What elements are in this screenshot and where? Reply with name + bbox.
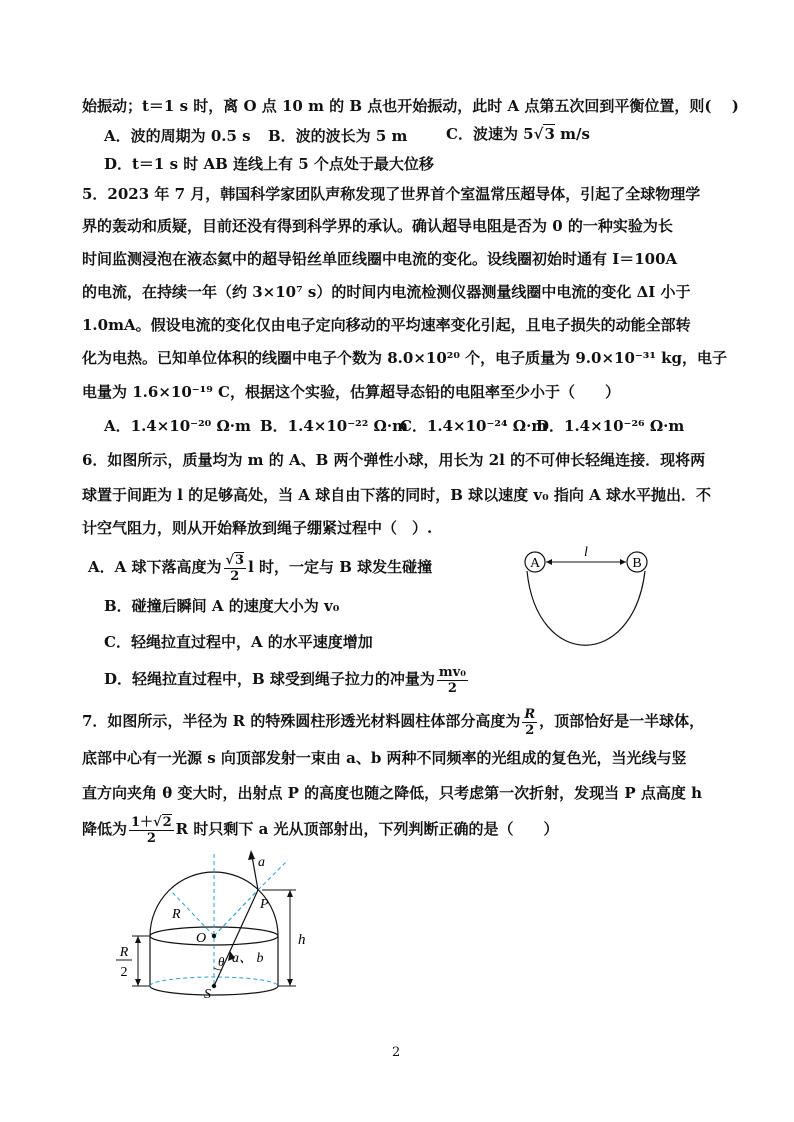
- q5-line-4: 的电流，在持续一年（约 3×10⁷ s）的时间内电流检测仪器测量线圈中电流的变化 ΔI 小于: [82, 283, 691, 301]
- q4-option-a: A．波的周期为 0.5 s: [104, 127, 251, 145]
- q7-line-2: 底部中心有一光源 s 向顶部发射一束由 a、b 两种不同频率的光组成的复色光，当光线与竖: [82, 749, 687, 767]
- rope-curve: [527, 571, 645, 645]
- q5-option-c: C．1.4×10⁻²⁴ Ω·m: [400, 417, 548, 435]
- page-number: 2: [392, 1045, 401, 1060]
- q4-option-c: C．波速为 5√3 m/s: [446, 125, 590, 143]
- label-s: S: [204, 987, 211, 1002]
- q7-figure: [112, 846, 322, 1006]
- source-s-dot: [212, 984, 216, 988]
- q5-line-2: 界的轰动和质疑，目前还没有得到科学界的承认。确认超导电阻是否为 0 的一种实验为长: [82, 217, 673, 235]
- q7-line-1: 7．如图所示，半径为 R 的特殊圆柱形透光材料圆柱体部分高度为 $\frac{R}{2}$ ，顶部恰好是一半球体，: [82, 706, 705, 738]
- label-ab: a、 b: [232, 951, 264, 966]
- q5-option-a: A．1.4×10⁻²⁰ Ω·m: [104, 417, 251, 435]
- q7-line-3: 直方向夹角 θ 变大时，出射点 P 的高度也随之降低，只考虑第一次折射，发现当 P 点高度 h: [82, 784, 703, 802]
- label-r2-den: 2: [120, 965, 128, 980]
- ball-b-label: B: [632, 556, 642, 571]
- q5-line-1: 5．2023 年 7 月，韩国科学家团队声称发现了世界首个室温常压超导体，引起了全球物理学: [82, 185, 701, 203]
- distance-label: l: [584, 545, 588, 560]
- q5-line-7: 电量为 1.6×10⁻¹⁹ C，根据这个实验，估算超导态铅的电阻率至少小于（ ）: [82, 383, 620, 401]
- q7-line-4: 降低为 $\frac{1+√2}{2}$ R 时只剩下 a 光从顶部射出，下列判断正确的是（ ）: [82, 814, 559, 846]
- light-ray: [214, 890, 258, 986]
- q4-stem: 始振动；t＝1 s 时，离 O 点 10 m 的 B 点也开始振动，此时 A 点第五次回到平衡位置，则( ): [82, 97, 739, 115]
- q6-option-c: C．轻绳拉直过程中，A 的水平速度增加: [104, 633, 373, 651]
- q6-figure: [515, 545, 665, 655]
- q6-option-d: D．轻绳拉直过程中，B 球受到绳子拉力的冲量为 $\frac{\text{mv₀}}{2}$: [104, 664, 466, 696]
- q6-line-2: 球置于间距为 l 的足够高处，当 A 球自由下落的同时，B 球以速度 v₀ 指向 A 球水平抛出．不: [82, 486, 711, 504]
- q4-option-d: D．t＝1 s 时 AB 连线上有 5 个点处于最大位移: [104, 155, 434, 173]
- ball-a-label: A: [529, 556, 541, 571]
- q5-line-5: 1.0mA。假设电流的变化仅由电子定向移动的平均速率变化引起，且电子损失的动能全部转: [82, 316, 691, 334]
- label-r: R: [172, 907, 181, 922]
- label-theta: θ: [218, 954, 225, 969]
- label-p: P: [260, 897, 269, 912]
- label-o: O: [196, 931, 207, 946]
- label-a-out: a: [258, 855, 265, 870]
- q5-option-b: B．1.4×10⁻²² Ω·m: [260, 417, 408, 435]
- q5-line-6: 化为电热。已知单位体积的线圈中电子个数为 8.0×10²⁰ 个，电子质量为 9.0×10⁻³¹ kg，电子: [82, 349, 728, 367]
- q6-option-b: B．碰撞后瞬间 A 的速度大小为 v₀: [104, 597, 340, 615]
- q5-option-d: D．1.4×10⁻²⁶ Ω·m: [536, 417, 685, 435]
- center-o-dot: [212, 934, 216, 938]
- q6-option-a: A．A 球下落高度为 $\frac{√3}{2}$ l 时，一定与 B 球发生碰撞: [88, 552, 433, 584]
- q4-option-b: B．波的波长为 5 m: [268, 127, 408, 145]
- label-r2-num: R: [119, 945, 129, 960]
- label-h: h: [298, 932, 306, 948]
- q6-line-1: 6．如图所示，质量均为 m 的 A、B 两个弹性小球，用长为 2l 的不可伸长轻绳连接．现将两: [82, 451, 706, 469]
- q5-line-3: 时间监测浸泡在液态氦中的超导铅丝单匝线圈中电流的变化。设线圈初始时通有 I＝100A: [82, 250, 678, 268]
- q6-line-3: 计空气阻力，则从开始释放到绳子绷紧过程中（ ）.: [82, 519, 433, 537]
